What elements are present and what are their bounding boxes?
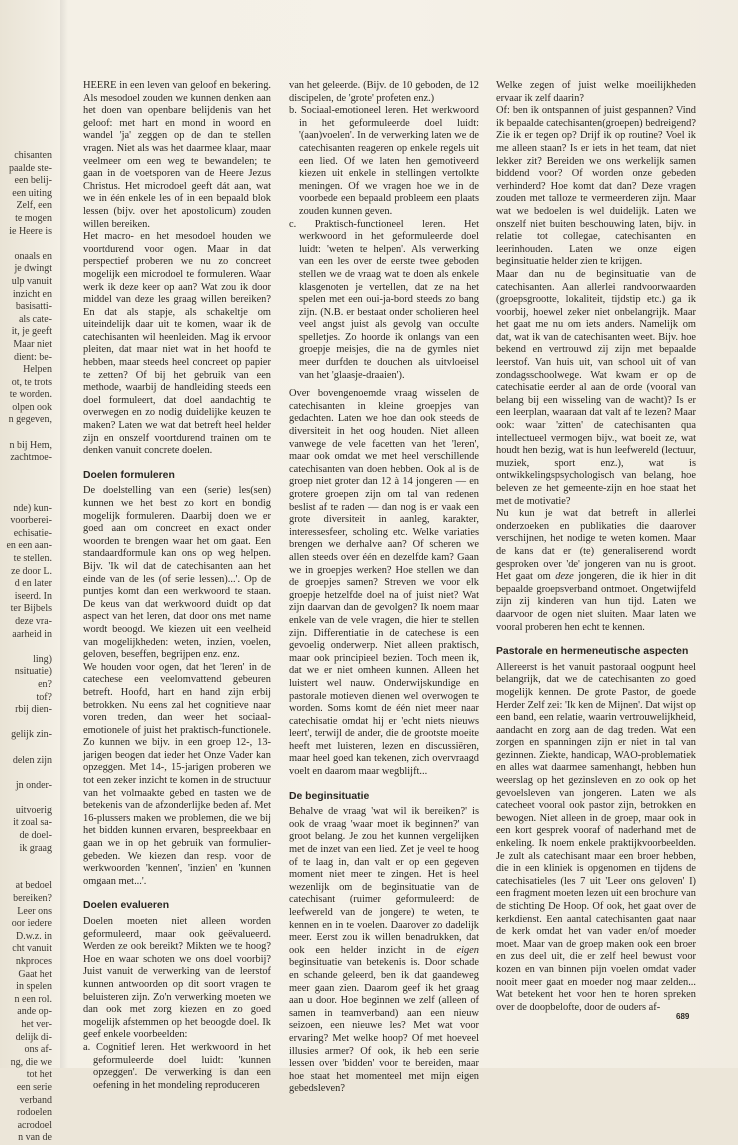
fragment-line: ter Bijbels [10, 603, 52, 615]
fragment-line: it zoal sa- [13, 817, 52, 829]
fragment-line: ande op- [17, 1006, 52, 1018]
fragment-line: ze door L. [11, 565, 52, 577]
paragraph: van het geleerde. (Bijv. de 10 geboden, de 12 discipelen, de 'grote' profeten enz.) [289, 80, 479, 104]
fragment-line: nkproces [15, 956, 52, 967]
fragment-line: inzicht en [12, 288, 52, 300]
fragment-line: zachtmoe- [10, 452, 52, 464]
fragment-line: een uiting [12, 187, 52, 199]
page-fold-shadow [60, 0, 68, 1068]
fragment-line: cht vanuit [12, 943, 52, 955]
paragraph: Of: ben ik ontspannen of juist gespannen? Vind ik bepaalde catechisanten(groepen) bedreigend? Zie ik er tegen op? Drijf ik op routine? Voel ik me alleen staan? Is er iets in het team, dat niet lekker zit? Bereiden we ons werkelijk samen biddend voor? Of worden onze gebeden verhinderd? Hoe komt dat dan? Deze vragen zouden met talloze te vermeerderen zijn. Maar wat we bedoelen is wel duidelijk. Laten we onszelf niet buiten beschouwing laten, bijv. in relatie tot collegae, catechisanten en leerinhouden. Laten we onze eigen beginsituatie helder zien te krijgen. [496, 105, 696, 268]
fragment-line: delijk di- [15, 1031, 52, 1043]
fragment-line [0, 465, 52, 478]
fragment-line: n bij Hem, [9, 439, 52, 451]
text-run: beginsituatie van betekenis is. Door schade en schande geleerd, ben ik dat gaandeweg meer gaan zien. Daarom geef ik het graag aan u door. Hoe beginnen we zelf (alleen of samen in teamverband) aan een nieuw seizoen, een nieuwe les? Met wat voor ervaring? Met welke hoop? Of met hoeveel illusies armer? Of ook, ik heb een serie lessen over 'bidden' voor te bereiden, maar hoe staat het momenteel met mijn eigen gebedsleven? [289, 957, 479, 1095]
text-column-2 [289, 80, 479, 1095]
fragment-line: het ver- [21, 1018, 52, 1030]
fragment-line: de doel- [19, 830, 52, 842]
fragment-line: Maar niet [13, 338, 52, 350]
text-column-1 [83, 80, 271, 1091]
fragment-line [0, 238, 52, 251]
emphasis: deze [555, 571, 574, 583]
section-heading-doelen-evalueren: Doelen evalueren [83, 900, 170, 912]
list-item-c: c. Praktisch-functioneel leren. Het werkwoord in het geformuleerde doel luidt: 'weten te helpen'. Als verwerking van een les over de eerste twee geboden stellen we de vraag wat te doen als enkele klasgenoten je vertellen, dat ze na het spelen met een oui-ja-bord steeds zo bang zijn. (N.B. er bestaat onder scholieren heel veel angst juist als gevolg van occulte spelletjes. Zo hoorde ik onlangs van een groepje meisjes, die na de gymles niet meer durfden te douchen als uitvloeisel van het 'glaasje-draaien'). [289, 218, 479, 381]
fragment-line [0, 477, 52, 490]
page-number: 689 [676, 1012, 690, 1021]
fragment-line: je dwingt [14, 263, 52, 275]
fragment-line: te mogen [15, 212, 52, 224]
text-run: jongeren, die ik hier in dit bepaalde groepsverband ontmoet. Ongetwijfeld zijn zij kinderen van hun tijd. Laten we daarvoor de ogen niet sluiten. Maar laten we vooral proberen hen echt te kennen. [496, 571, 696, 633]
list-item-b: b. Sociaal-emotioneel leren. Het werkwoord in het geformuleerde doel luidt: '(aan)voelen'. In de verwerking laten we de catechisanten reageren op enkele regels uit een lied. Of we laten hen gemotiveerd kiezen uit enkele in stellingen vertolkte meningen. Of we vragen hoe we in de voorbede een bepaald probleem een plaats zouden kunnen geven. [289, 105, 479, 217]
fragment-line: nde) kun- [13, 502, 52, 514]
emphasis: eigen [456, 944, 479, 956]
fragment-line: iseerd. In [14, 590, 52, 602]
fragment-line: it, je geeft [11, 326, 52, 338]
fragment-line: en een aan- [6, 540, 52, 552]
fragment-line [0, 868, 52, 881]
fragment-line: acrodoel [17, 1119, 52, 1131]
fragment-line: ling) [33, 653, 52, 665]
fragment-line [0, 742, 52, 755]
fragment-line: chisanten [14, 150, 52, 161]
fragment-line [0, 767, 52, 780]
fragment-line: at bedoel [15, 880, 52, 892]
fragment-line: onaals en [14, 250, 52, 262]
fragment-line: Leer ons [17, 905, 52, 917]
paragraph: Over bovengenoemde vraag wisselen de catechisanten in kleine groepjes van gedachten. Laten we hoe dan ook steeds de diversiteit in het oog houden. Niet alleen vanwege de vele facetten van het 'leren', maar ook omdat we met heel verschillende catechisanten van doen hebben. Ook al is de groep niet groter dan 12 à 14 jongeren — en grotere groepen zijn om tal van redenen beslist af te raden — dan nog is er vaak een grote diversiteit in aanleg, karakter, interessesfeer, scholing etc. Welke variaties brengen we derhalve aan? Of scheren we allen steeds over één en dezelfde kam? Gaan we in groepjes werken? Hoe stellen we dan de groepjes samen? Streven we voor elk groepje hetzelfde doel na of juist niet? Wat zijn daarvan dan de gevolgen? Ik noem maar enkele van de vele vragen, die hier te stellen zijn. Differentiatie in de catechese is een gevoelig onderwerp. Niet alleen praktisch, maar ook principieel bezien. Toch meen ik, dat we er niet omheen kunnen. Alleen het luistert wel nauw. Onderwijskundige en pastorale motieven dienen wel overwogen te worden. Soms komt de één niet meer naar catechisatie omdat hij er 'echt niets nieuws leert', terwijl de ander, die de grootste moeite heeft met luisteren, lezen en discussiëren, maar heel goed kan tekenen, zich overvraagd voelt en daarom maar wegblijft... [289, 388, 479, 778]
fragment-line: nsituatie) [14, 666, 52, 678]
fragment-line: verband [19, 1094, 52, 1106]
fragment-line: voorberei- [10, 515, 52, 527]
fragment-line: oor iedere [11, 918, 52, 930]
fragment-line: Zelf, een [16, 200, 52, 212]
section-heading-pastorale-aspecten: Pastorale en hermeneutische aspecten [496, 646, 689, 658]
previous-page-column-fragment [0, 150, 52, 1145]
fragment-line: jn onder- [15, 779, 52, 791]
fragment-line [0, 717, 52, 730]
fragment-line: n gegeven, [8, 414, 52, 426]
paragraph: Doelen moeten niet alleen worden geformuleerd, maar ook geëvalueerd. Werden ze ook bereikt? Mikten we te hoog? Hoe en waar schoten we ons doel voorbij? Juist vanuit de verwerking van de leerstof kunnen antwoorden op dit soort vragen te beluisteren zijn. Zo'n verwerking moeten we dan ook met zorg kiezen en zo goed mogelijk afstemmen op het beoogde doel. Ik geef enkele voorbeelden: [83, 916, 271, 1041]
fragment-line: d en later [14, 578, 52, 590]
fragment-line: gelijk zin- [11, 729, 52, 741]
text-column-3 [496, 80, 696, 1013]
fragment-line: n van de [18, 1132, 52, 1144]
fragment-line: D.w.z. in [15, 930, 52, 942]
section-heading-beginsituatie: De beginsituatie [289, 790, 370, 802]
text-run: Nu kun je wat dat betreft in allerlei onderzoeken en publikaties die daarover verschijnen, het nodige te weten komen. Maar de kans dat er (te) generaliserend wordt gesproken over 'de' jongeren van nu is groot. Het gaat om [496, 508, 696, 583]
fragment-line: ulp vanuit [11, 275, 52, 287]
paragraph: Allereerst is het vanuit pastoraal oogpunt heel belangrijk, dat we de catechisanten zo goed mogelijk kennen. De grote Pastor, de goede Herder Zelf zei: 'Ik ken de Mijnen'. Dat wijst op een band, een relatie, waarin vertrouwelijkheid, aandacht en zorg aan de dag treden. Wat een zorgen en spanningen zijn er niet in tal van gezinnen. Ziekte, handicap, WAO-problematiek en alles wat daarmee samenhangt, hebben hun weerslag op het gezinsleven en zo ook op het gevoelsleven van jongeren. Laten we als catecheet vooral ook pastor zijn, betrokken en bewogen. Niet alleen in de groep, maar ook in een kort gesprek vooraf of naderhand met de enkeling. Ik noem enkele praktijkvoorbeelden. Je zult als catechisant maar een broer hebben, die in een kliniek is opgenomen en tijdens de catechisatieles (les 7 uit 'Leer ons geloven' I) een fragment moeten lezen uit een brochure van de stichting De Hoop. Of ook, het gaat over de kerkdienst. Een aantal catechisanten gaat naar de kerk omdat het van vader en/of moeder moet. Maar van de groep maken ook een broer en zus deel uit, die er zelf heel bewust voor kozen en van binnen pijn voelen omdat vader nooit meer gaat en moeder nog maar zelden... Wat betekent het voor hen te horen spreken over de doopbelofte, door de ouders af- [496, 661, 696, 1013]
fragment-line: in spelen [16, 981, 52, 993]
fragment-line: als cate- [18, 313, 52, 325]
paragraph: Maar dan nu de beginsituatie van de catechisanten. Aan allerlei randvoorwaarden (groepsgrootte, lokaliteit, tijdstip etc.) ga ik voorbij, hoewel zeker niet onbelangrijk. Maar het gaat me nu om iets anders. Namelijk om dat, wat ik van de catechisanten weet. Bijv. hoe bekend en vertrouwd zij zijn met bepaalde leerstof. Van huis uit, van school uit of van zondagsschoolwege. Wat kwam er op de catechisatie eerder al aan de orde (vooral van belang bij een wisseling van de wacht)? Is er een leerplan, waaraan dat valt af te lezen? Maar ook: waar 'zitten' de catechisanten qua intellectueel vermogen bijv., wat boeit ze, wat houdt hen bezig, wat is hun leefwereld (lectuur, muziek, sport enz.), wat is ontwikkelingspsychologisch van belang, hoe beleven ze het gemeente-zijn en hoe staat het met de motivatie? [496, 268, 696, 507]
fragment-line: te worden. [9, 389, 52, 401]
fragment-line: een serie [16, 1081, 52, 1093]
paragraph: We houden voor ogen, dat het 'leren' in de catechese een veelomvattend gebeuren betreft. Hoofd, hart en hand zijn erbij betrokken. Nu eens zal het cognitieve naar voren treden, dan weer het sociaal-emotionele of juist het praktisch-functionele. Zo kunnen we bijv. in een groep 12-, 13-jarigen beogen dat ieder het Onze Vader kan opzeggen. Met 14-, 15-jarigen proberen we tot een zeker inzicht te komen in de structuur van het volmaakte gebed en tasten we de betekenis van de afzonderlijke beden af. Met 16-plussers maken we problemen, die we bij het bidden kunnen ervaren, bespreekbaar en gaan we in op het gebruik van formulier-gebeden. We kiezen dan resp. voor de werkwoorden 'kennen', 'inzien' en 'kunnen omgaan met...'. [83, 661, 271, 887]
fragment-line: tof? [36, 691, 52, 703]
paragraph [289, 806, 479, 1096]
fragment-line: tot het [26, 1069, 52, 1081]
paragraph: De doelstelling van een (serie) les(sen) kunnen we het best zo kort en bondig mogelijk formuleren. Daarbij doen we er goed aan om concreet en exact onder woorden te brengen waar het om gaat. Een standaardformule kan ons op weg helpen. Bijv. 'Ik wil dat de catechisanten aan het einde van de les (of serie lessen)...'. Op de puntjes komt dan een werkwoord te staan. De keus van dat werkwoord duidt op dat aspect van het leren, dat door ons met name wordt beoogd. We kiezen uit een veelheid van mogelijkheden: weten, inzien, voelen, geloven, beseffen, begrijpen enz. enz. [83, 485, 271, 661]
fragment-line: echisatie- [13, 527, 52, 539]
fragment-line: delen zijn [12, 754, 52, 766]
fragment-line: te stellen. [13, 553, 52, 564]
fragment-line [0, 855, 52, 868]
fragment-line: olpen ook [12, 401, 52, 413]
fragment-line: Helpen [23, 364, 52, 376]
fragment-line: aarheid in [12, 628, 52, 640]
fragment-line: ng, die we [10, 1056, 52, 1068]
fragment-line: een belij- [14, 175, 52, 187]
fragment-line: deze vra- [15, 615, 52, 627]
paragraph [496, 508, 696, 634]
fragment-line [0, 490, 52, 503]
fragment-line: en? [38, 678, 52, 690]
fragment-line: uitvoerig [15, 804, 52, 816]
fragment-line: n een rol. [14, 993, 52, 1005]
section-heading-doelen-formuleren: Doelen formuleren [83, 469, 175, 481]
fragment-line: paalde ste- [8, 162, 52, 174]
fragment-line: Gaat het [18, 968, 52, 980]
fragment-line: bereiken? [13, 893, 52, 905]
fragment-line [0, 792, 52, 805]
fragment-line: rodoelen [17, 1107, 52, 1119]
fragment-line [0, 427, 52, 440]
fragment-line: rbij dien- [15, 704, 52, 716]
fragment-line: dient: be- [13, 351, 52, 363]
list-item-a: a. Cognitief leren. Het werkwoord in het geformuleerde doel luidt: 'kunnen opzeggen'. De verwerking is dan een oefening in het mondeling reproduceren [83, 1041, 271, 1091]
fragment-line: ot, te trots [11, 376, 52, 388]
text-run: Behalve de vraag 'wat wil ik bereiken?' is ook de vraag 'waar moet ik beginnen?' van groot belang. Je zou het kunnen vergelijken met de inzet van een lied. Zet je veel te hoog of te laag in, dan valt er op een gegeven moment niet meer te zingen. Het is heel wezenlijk om de beginsituatie van de catechisant (ruimer geformuleerd: de leefwereld van de jongere) te weten, te kennen en in te voelen. Daarover zo dadelijk meer. Eerst zou ik willen benadrukken, dat ook een helder inzicht in de [289, 806, 479, 956]
fragment-line: ie Heere is [9, 225, 52, 237]
paragraph: Het macro- en het mesodoel houden we voortdurend voor ogen. Maar in dat perspectief proberen we nu zo concreet mogelijk een microdoel te formuleren. Waar werk ik deze keer op aan? Wat zou ik door middel van deze les graag willen bereiken? En dat als stapje, als schakeltje om uiteindelijk daar uit te komen, waar ik de catechisanten wil heenleiden. Mag ik ervoor pleiten, dat maar niet wat in het hoofd te hebben, maar steeds heel concreet op papier te zetten? Of bij het gebruik van een methode, waarbij de handleiding steeds een doel formuleert, dat doel aandachtig te overwegen en zo nodig duidelijke keuzen te maken? Laten we wat dat betreft heel helder zijn en onszelf voortdurend trainen om te denken vanuit concrete doelen. [83, 231, 271, 457]
paragraph: Welke zegen of juist welke moeilijkheden ervaar ik zelf daarin? [496, 80, 696, 104]
fragment-line: basisatti- [15, 301, 52, 313]
fragment-line: ons af- [24, 1044, 52, 1056]
paragraph: HEERE in een leven van geloof en bekering. Als mesodoel zouden we kunnen denken aan het doen van openbare belijdenis van het geloof: met hart en mond in woord en wandel 'ja' zeggen op de dan te stellen vragen. Niet als was het daarmee klaar, maar veelmeer om een weg te bewandelen; te gaan in de voetsporen van de Heere Jezus Christus. Het microdoel geeft dát aan, wat we in één enkele les of in een bepaald blok lessen (bijv. over het apostolicum) zouden willen bereiken. [83, 80, 271, 230]
fragment-line [0, 641, 52, 654]
fragment-line: ik graag [19, 842, 52, 854]
